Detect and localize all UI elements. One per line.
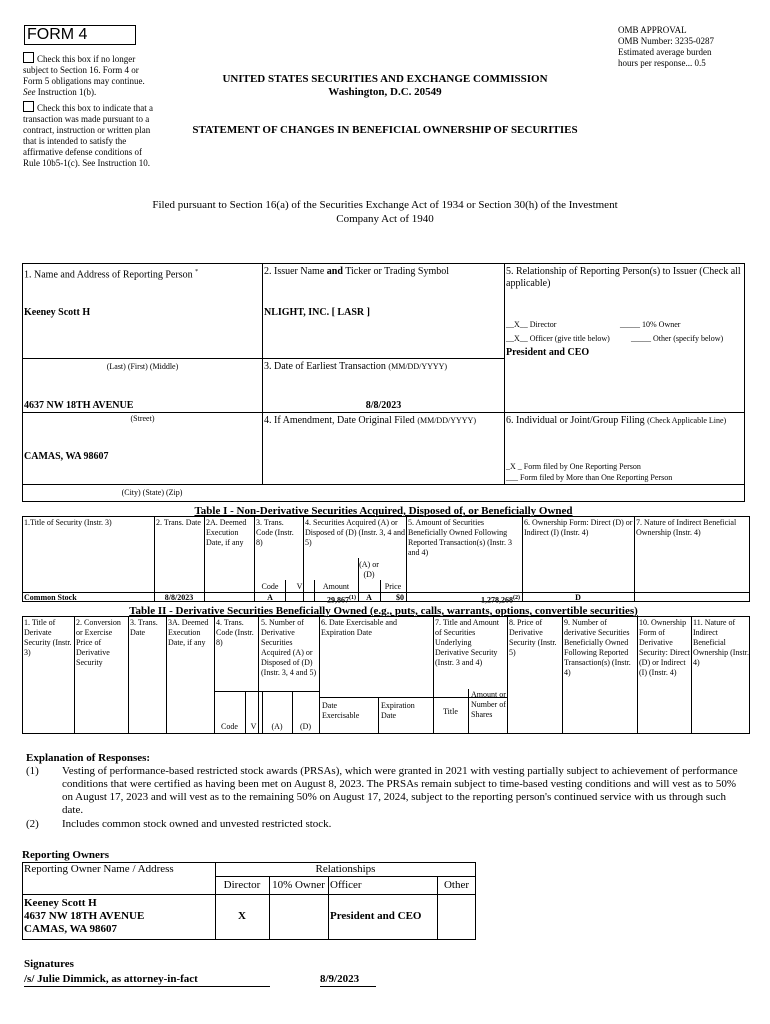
form-title-box (24, 25, 136, 45)
form-title: FORM 4 (27, 26, 88, 43)
rel-other: _____ Other (specify below) (631, 334, 724, 343)
table1-title: Table I - Non-Derivative Securities Acquired, Disposed of, or Beneficially Owned (194, 505, 573, 517)
earliest-date: 8/8/2023 (365, 400, 402, 411)
filing-more: ___ Form filed by More than One Reporting Person (506, 473, 673, 482)
rel-director: __X__ Director (506, 320, 557, 329)
t2-col8: 8. Price of Derivative Security (Instr. 5) (509, 618, 557, 657)
t2-col9: 9. Number of derivative Securities Beneficially Owned Following Reported Transaction(s) (Instr. 4) (564, 618, 631, 677)
reporting-person-name: Keeney Scott H (24, 307, 91, 318)
t2-col4: 4. Trans. Code (Instr. 8) (216, 618, 254, 647)
rel-officer: __X__ Officer (give title below) (506, 334, 610, 343)
owner-address1: 4637 NW 18TH AVENUE (24, 910, 145, 922)
t1-amount: 29,867$^{(1)}$ (327, 595, 356, 605)
relationship-label: 5. Relationship of Reporting Person(s) to Issuer (Check all applicable) (506, 266, 741, 289)
explanation-num-2: (2) (26, 818, 39, 830)
t2-col3a: 3A. Deemed Execution Date, if any (168, 618, 209, 647)
filing-label: 6. Individual or Joint/Group Filing (Check Applicable Line) (506, 415, 727, 426)
t1-owned: 1,278,268$^{(2)}$ (481, 595, 520, 605)
t1-col1: 1.Title of Security (Instr. 3) (24, 518, 112, 527)
t1-col6: 6. Ownership Form: Direct (D) or Indirect (I) (Instr. 4) (524, 518, 633, 537)
filing-one: _X _ Form filed by One Reporting Person (506, 462, 641, 471)
t2-sub-code: Code (221, 722, 238, 731)
signatures-heading: Signatures (24, 958, 74, 970)
t1-col4: 4. Securities Acquired (A) or Disposed of (D) (Instr. 3, 4 and 5) (305, 518, 405, 547)
earliest-date-label: 3. Date of Earliest Transaction (MM/DD/YYYY) (264, 361, 448, 372)
owner-officer-title: President and CEO (330, 910, 422, 922)
t1-sub-price: Price (384, 582, 402, 591)
amendment-label: 4. If Amendment, Date Original Filed (MM/DD/YYYY) (264, 415, 476, 426)
t2-sub-d: (D) (299, 722, 312, 731)
t1-col7: 7. Nature of Indirect Beneficial Ownership (Instr. 4) (636, 518, 737, 537)
table2-title: Table II - Derivative Securities Beneficially Owned (e.g., puts, calls, warrants, options, convertible securities) (129, 605, 638, 617)
t1-form: D (575, 593, 581, 602)
checkbox-icon[interactable] (23, 101, 34, 112)
t1-col5: 5. Amount of Securities Beneficially Owned Following Reported Transaction(s) (Instr. 3 and 4) (408, 518, 512, 557)
agency-location: Washington, D.C. 20549 (328, 86, 442, 98)
t2-sub-a: (A) (271, 722, 283, 731)
signature-date: 8/9/2023 (320, 973, 376, 987)
filed-pursuant: Filed pursuant to Section 16(a) of the Securities Exchange Act of 1934 or Section 30(h) of the Investment Company Act of 1940 (152, 199, 618, 225)
name-label: 1. Name and Address of Reporting Person * (24, 269, 199, 281)
t1-sub-amount: Amount (322, 582, 350, 591)
t1-col2: 2. Trans. Date (156, 518, 201, 527)
owners-col-tenpct: 10% Owner (272, 879, 325, 891)
t2-col11: 11. Nature of Indirect Beneficial Ownership (Instr. 4) (693, 618, 749, 667)
t1-code: A (267, 593, 273, 602)
t2-sub-shares: Amount or Number of Shares (471, 690, 506, 719)
street-label: (Street) (130, 414, 155, 423)
checkbox-icon[interactable] (23, 52, 34, 63)
t1-date: 8/8/2023 (164, 593, 194, 602)
signature-name: /s/ Julie Dimmick, as attorney-in-fact (24, 973, 270, 987)
t2-col1: 1. Title of Derivate Security (Instr. 3) (24, 618, 72, 657)
t2-sub-expiration: Expiration Date (381, 701, 415, 720)
omb-approval: OMB APPROVAL OMB Number: 3235-0287 Estimated average burden hours per response... 0.5 (618, 25, 714, 68)
t2-col6: 6. Date Exercisable and Expiration Date (321, 618, 397, 637)
owners-col-officer: Officer (330, 879, 362, 891)
explanation-text-1: Vesting of performance-based restricted stock awards (PRSAs), which were granted in 2021 with vesting partially subject to achievement of performance conditions that were certified as having been met on August 8, 2023. The PRSAs remain subject to time-based vesting conditions and will vest as to 50% on August 17, 2023 and will vest as to the remaining 50% on August 17, 2024, subject to the reporting person's continued service with us through such date. (62, 765, 738, 816)
owner-name: Keeney Scott H (24, 897, 97, 909)
owners-col-director: Director (223, 879, 261, 891)
issuer-name: NLIGHT, INC. [ LASR ] (264, 307, 370, 318)
checkbox-no-longer-subject[interactable]: Check this box if no longer subject to Section 16. Form 4 or Form 5 obligations may continue. See Instruction 1(b). (23, 54, 145, 97)
officer-title: President and CEO (506, 347, 590, 358)
t2-col5: 5. Number of Derivative Securities Acquired (A) or Disposed of (D) (Instr. 3, 4 and 5) (261, 618, 317, 677)
t1-security: Common Stock (24, 593, 77, 602)
owners-col-relationships: Relationships (315, 863, 376, 875)
agency-name: UNITED STATES SECURITIES AND EXCHANGE COMMISSION (222, 73, 548, 85)
t2-col3: 3. Trans. Date (130, 618, 158, 637)
owners-heading: Reporting Owners (22, 849, 110, 861)
t2-col7: 7. Title and Amount of Securities Underlying Derivative Security (Instr. 3 and 4) (435, 618, 500, 667)
owners-col-name: Reporting Owner Name / Address (24, 863, 174, 875)
owner-director-mark: X (238, 910, 246, 922)
t2-sub-v: V (250, 722, 257, 731)
street-address: 4637 NW 18TH AVENUE (24, 400, 134, 411)
t2-sub-title: Title (443, 707, 458, 716)
rel-ten-percent: _____ 10% Owner (620, 320, 681, 329)
t1-sub-v: V (296, 582, 303, 591)
t1-sub-code: Code (261, 582, 279, 591)
t1-sub-aord: (A) or (D) (359, 560, 379, 579)
statement-title: STATEMENT OF CHANGES IN BENEFICIAL OWNERSHIP OF SECURITIES (192, 124, 578, 136)
t2-col10: 10. Ownership Form of Derivative Security: Direct (D) or Indirect (I) (Instr. 4) (639, 618, 690, 677)
t1-price: $0 (396, 593, 404, 602)
issuer-label: 2. Issuer Name and Ticker or Trading Symbol (264, 266, 450, 277)
t2-col2: 2. Conversion or Exercise Price of Derivative Security (76, 618, 121, 667)
owner-address2: CAMAS, WA 98607 (24, 923, 118, 935)
checkbox-10b5-1[interactable]: Check this box to indicate that a transaction was made pursuant to a contract, instruction or written plan that is intended to satisfy the affirmative defense conditions of Rule 10b5-1(c). See Instruction 10. (23, 103, 153, 168)
owners-col-other: Other (443, 879, 470, 891)
t1-aord: A (366, 593, 372, 602)
explanation-text-2: Includes common stock owned and unvested restricted stock. (62, 818, 332, 830)
t1-col2a: 2A. Deemed Execution Date, if any (206, 518, 247, 547)
name-parts-label: (Last) (First) (Middle) (106, 362, 179, 371)
t2-sub-exercisable: Date Exercisable (322, 701, 360, 720)
explanation-num-1: (1) (26, 765, 39, 777)
city-label: (City) (State) (Zip) (121, 488, 183, 497)
city-state-zip: CAMAS, WA 98607 (24, 451, 109, 462)
explanation-heading: Explanation of Responses: (26, 752, 151, 764)
t1-col3: 3. Trans. Code (Instr. 8) (256, 518, 294, 547)
